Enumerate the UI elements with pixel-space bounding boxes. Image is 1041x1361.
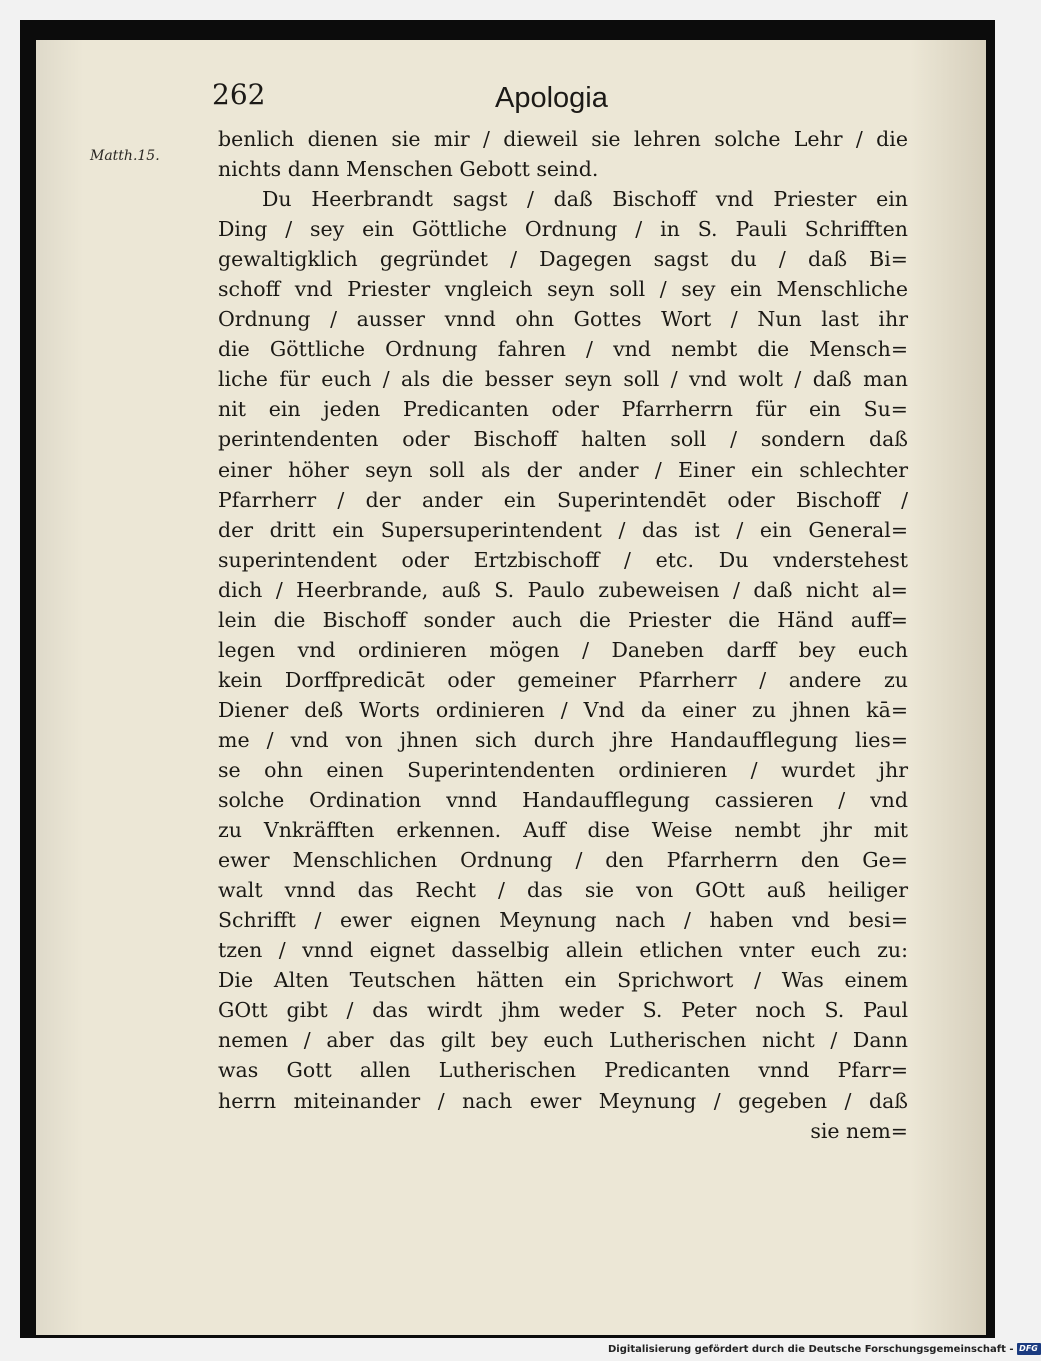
- text-line: tzen / vnnd eignet dasselbig allein etlichen vnter euch zu:: [218, 938, 908, 963]
- text-line: walt vnnd das Recht / das sie von GOtt auß heiliger: [218, 878, 908, 903]
- text-line: herrn miteinander / nach ewer Meynung / gegeben / daß: [218, 1088, 908, 1113]
- text-line: Diener deß Worts ordinieren / Vnd da einer zu jhnen kā=: [218, 697, 908, 722]
- text-line: gewaltigklich gegründet / Dagegen sagst du / daß Bi=: [218, 247, 908, 272]
- text-line: die Göttliche Ordnung fahren / vnd nembt die Mensch=: [218, 337, 908, 362]
- text-line: me / vnd von jhnen sich durch jhre Handaufflegung lies=: [218, 727, 908, 752]
- margin-note: Matth.15.: [90, 148, 160, 164]
- dfg-logo: DFG: [1017, 1343, 1041, 1355]
- text-line: Pfarrherr / der ander ein Superintendēt oder Bischoff /: [218, 487, 908, 512]
- text-line: einer höher seyn soll als der ander / Einer ein schlechter: [218, 457, 908, 482]
- page-number: 262: [212, 78, 266, 111]
- text-line: was Gott allen Lutherischen Predicanten vnnd Pfarr=: [218, 1058, 908, 1083]
- text-line: schoff vnd Priester vngleich seyn soll / sey ein Menschliche: [218, 277, 908, 302]
- text-line: superintendent oder Ertzbischoff / etc. Du vnderstehest: [218, 547, 908, 572]
- text-line: sie nem=: [810, 1118, 908, 1143]
- text-line: benlich dienen sie mir / dieweil sie lehren solche Lehr / die: [218, 127, 908, 151]
- text-line: nemen / aber das gilt bey euch Lutherischen nicht / Dann: [218, 1028, 908, 1053]
- text-line: Schrifft / ewer eignen Meynung nach / haben vnd besi=: [218, 908, 908, 933]
- text-line: Die Alten Teutschen hätten ein Sprichwort / Was einem: [218, 968, 908, 993]
- text-line: nit ein jeden Predicanten oder Pfarrherrn für ein Su=: [218, 397, 908, 422]
- footer-credit: [608, 1343, 1041, 1355]
- text-line: nichts dann Menschen Gebott seind.: [218, 157, 599, 182]
- running-head: Apologia: [495, 82, 608, 114]
- footer-credit-text: Digitalisierung gefördert durch die Deutsche Forschungsgemeinschaft -: [608, 1343, 1014, 1355]
- text-line: solche Ordination vnnd Handaufflegung cassieren / vnd: [218, 788, 908, 813]
- text-line: perintendenten oder Bischoff halten soll / sondern daß: [218, 427, 908, 452]
- text-line: Du Heerbrandt sagst / daß Bischoff vnd Priester ein: [262, 187, 908, 212]
- text-line: se ohn einen Superintendenten ordinieren / wurdet jhr: [218, 757, 908, 782]
- text-line: dich / Heerbrande, auß S. Paulo zubeweisen / daß nicht al=: [218, 577, 908, 602]
- text-line: GOtt gibt / das wirdt jhm weder S. Peter noch S. Paul: [218, 998, 908, 1023]
- text-line: kein Dorffpredicāt oder gemeiner Pfarrherr / andere zu: [218, 667, 908, 692]
- text-line: legen vnd ordinieren mögen / Daneben darff bey euch: [218, 637, 908, 662]
- text-line: liche für euch / als die besser seyn soll / vnd wolt / daß man: [218, 367, 908, 392]
- text-line: zu Vnkräfften erkennen. Auff dise Weise nembt jhr mit: [218, 818, 908, 843]
- body-text: [218, 124, 908, 1146]
- text-line: der dritt ein Supersuperintendent / das ist / ein General=: [218, 517, 908, 542]
- text-line: Ordnung / ausser vnnd ohn Gottes Wort / Nun last ihr: [218, 307, 908, 332]
- text-line: lein die Bischoff sonder auch die Priester die Händ auff=: [218, 607, 908, 632]
- text-line: ewer Menschlichen Ordnung / den Pfarrherrn den Ge=: [218, 848, 908, 873]
- text-line: Ding / sey ein Göttliche Ordnung / in S. Pauli Schrifften: [218, 217, 908, 242]
